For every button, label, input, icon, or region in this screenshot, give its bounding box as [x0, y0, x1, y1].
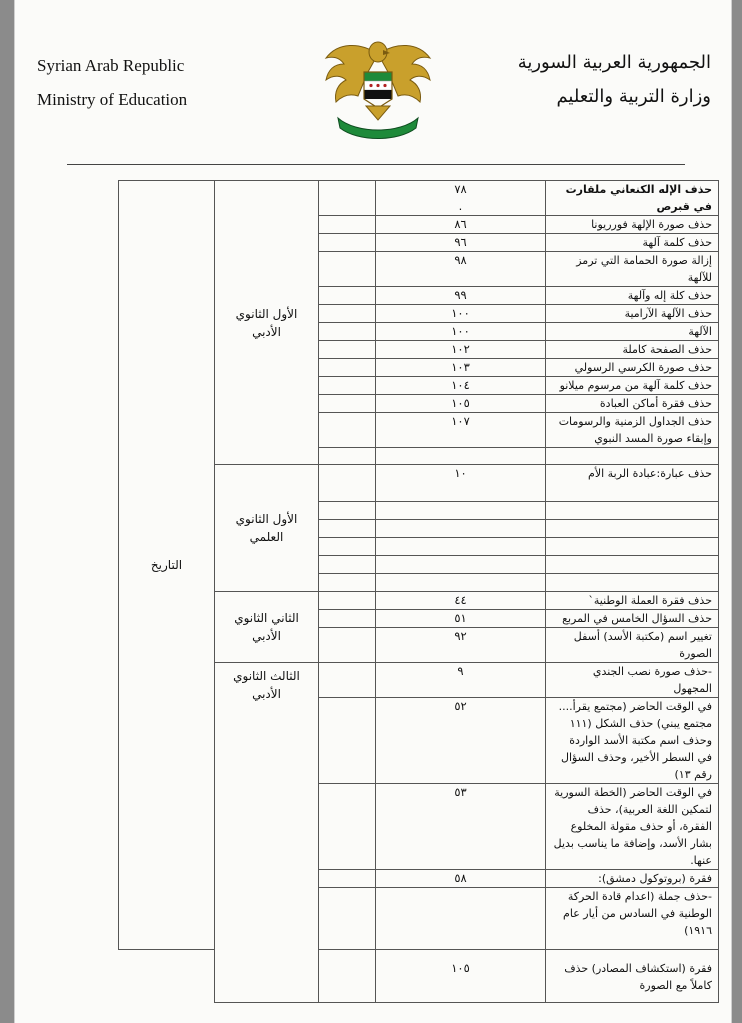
header-country-en: Syrian Arab Republic [37, 56, 185, 75]
header-divider [67, 164, 685, 165]
page-cell: ١٠ [376, 465, 546, 502]
change-cell: حذف كلة إله وآلهة [546, 287, 719, 305]
page-cell: ١٠٧ [376, 413, 546, 448]
page-cell: ٩٩ [376, 287, 546, 305]
page-cell: ٩ [376, 663, 546, 698]
empty-cell [319, 698, 376, 784]
empty-cell [546, 448, 719, 465]
empty-cell [319, 181, 376, 216]
empty-cell [319, 359, 376, 377]
page-cell: ٨٦ [376, 216, 546, 234]
change-cell: حذف السؤال الخامس في المربع [546, 610, 719, 628]
empty-cell [319, 538, 376, 556]
page-cell: ١٠٠ [376, 323, 546, 341]
page-cell: ١٠٠ [376, 305, 546, 323]
change-cell: حذف الصفحة كاملة [546, 341, 719, 359]
page-cell: ١٠٥ [376, 395, 546, 413]
page-cell: ٤٤ [376, 592, 546, 610]
page-cell: ٩٦ [376, 234, 546, 252]
date-cell: التاريخ [119, 181, 215, 950]
empty-cell [319, 502, 376, 520]
page-cell: ١٠٥ [376, 950, 546, 1003]
change-cell: في الوقت الحاضر (مجتمع يقرأ.... مجتمع يبني) حذف الشكل (١١١ وحذف اسم مكتبة الأسد الواردة في السطر الأخير، وحذف السؤال رقم ١٣) [546, 698, 719, 784]
empty-cell [319, 556, 376, 574]
empty-cell [319, 663, 376, 698]
empty-cell [319, 305, 376, 323]
empty-cell [376, 520, 546, 538]
change-cell: حذف فقرة العملة الوطنية` [546, 592, 719, 610]
change-cell: حذف الإله الكنعاني ملقارت في قبرص [546, 181, 719, 216]
header-country-ar: الجمهورية العربية السورية [517, 52, 711, 73]
empty-cell [376, 502, 546, 520]
change-cell: حذف الآلهة الآرامية [546, 305, 719, 323]
change-cell: حذف صورة الكرسي الرسولي [546, 359, 719, 377]
page-cell: ٥٢ [376, 698, 546, 784]
eagle-emblem-icon [320, 34, 436, 144]
empty-cell [319, 341, 376, 359]
empty-cell [319, 520, 376, 538]
change-cell: فقرة (استكشاف المصادر) حذف كاملاً مع الصورة [546, 950, 719, 1003]
empty-cell [319, 574, 376, 592]
change-cell: حذف الجداول الزمنية والرسومات وإبقاء صورة المسد النبوي [546, 413, 719, 448]
empty-cell [319, 888, 376, 950]
change-cell: حذف عبارة:عبادة الربة الأم [546, 465, 719, 502]
page-cell: ١٠٢ [376, 341, 546, 359]
stage-cell: الثاني الثانوي الأدبي [215, 592, 319, 663]
empty-cell [319, 395, 376, 413]
empty-cell [319, 252, 376, 287]
empty-cell [546, 502, 719, 520]
empty-cell [376, 538, 546, 556]
curriculum-changes-table [118, 180, 719, 1003]
empty-cell [319, 287, 376, 305]
change-cell: -حذف جملة (اعدام قادة الحركة الوطنية في السادس من أيار عام ١٩١٦) [546, 888, 719, 950]
change-cell: حذف كلمة آلهة من مرسوم ميلانو [546, 377, 719, 395]
stage-cell: الثالث الثانوي الأدبي [215, 663, 319, 1003]
page-cell: ٥٣ [376, 784, 546, 870]
change-cell: حذف فقرة أماكن العبادة [546, 395, 719, 413]
empty-cell [546, 538, 719, 556]
empty-cell [319, 870, 376, 888]
page-cell [376, 888, 546, 950]
page-cell: ٥١ [376, 610, 546, 628]
empty-cell [376, 448, 546, 465]
empty-cell [319, 610, 376, 628]
empty-cell [319, 413, 376, 448]
empty-cell [319, 234, 376, 252]
stage-cell: الأول الثانوي الأدبي [215, 181, 319, 465]
empty-cell [319, 323, 376, 341]
change-cell: إزالة صورة الحمامة التي ترمز للآلهة [546, 252, 719, 287]
empty-cell [319, 592, 376, 610]
change-cell: حذف صورة الإلهة فورريونا [546, 216, 719, 234]
empty-cell [376, 574, 546, 592]
page-cell: ٩٢ [376, 628, 546, 663]
empty-cell [319, 784, 376, 870]
page-cell: ٧٨ . [376, 181, 546, 216]
page-cell: ١٠٣ [376, 359, 546, 377]
change-cell: الآلهة [546, 323, 719, 341]
empty-cell [319, 448, 376, 465]
table-row [119, 950, 719, 1003]
empty-cell [319, 950, 376, 1003]
empty-cell [546, 556, 719, 574]
page-cell: ٥٨ [376, 870, 546, 888]
empty-cell [319, 465, 376, 502]
change-cell: تغيير اسم (مكتبة الأسد) أسفل الصورة [546, 628, 719, 663]
empty-cell [319, 628, 376, 663]
empty-cell [376, 556, 546, 574]
header-ministry-en: Ministry of Education [37, 90, 188, 109]
stage-cell: الأول الثانوي العلمي [215, 465, 319, 592]
change-cell: -حذف صورة نصب الجندي المجهول [546, 663, 719, 698]
empty-cell [319, 377, 376, 395]
change-cell: فقرة (بروتوكول دمشق): [546, 870, 719, 888]
table-row [119, 181, 719, 216]
empty-cell [319, 216, 376, 234]
empty-cell [546, 520, 719, 538]
change-cell: في الوقت الحاضر (الخطة السورية لتمكين اللغة العربية)، حذف الفقرة، أو حذف مقولة المخلوع بشار الأسد، وإضافة ما يناسب بديل عنها. [546, 784, 719, 870]
change-cell: حذف كلمة آلهة [546, 234, 719, 252]
empty-cell [546, 574, 719, 592]
page-cell: ٩٨ [376, 252, 546, 287]
header-ministry-ar: وزارة التربية والتعليم [556, 86, 711, 107]
page-cell: ١٠٤ [376, 377, 546, 395]
